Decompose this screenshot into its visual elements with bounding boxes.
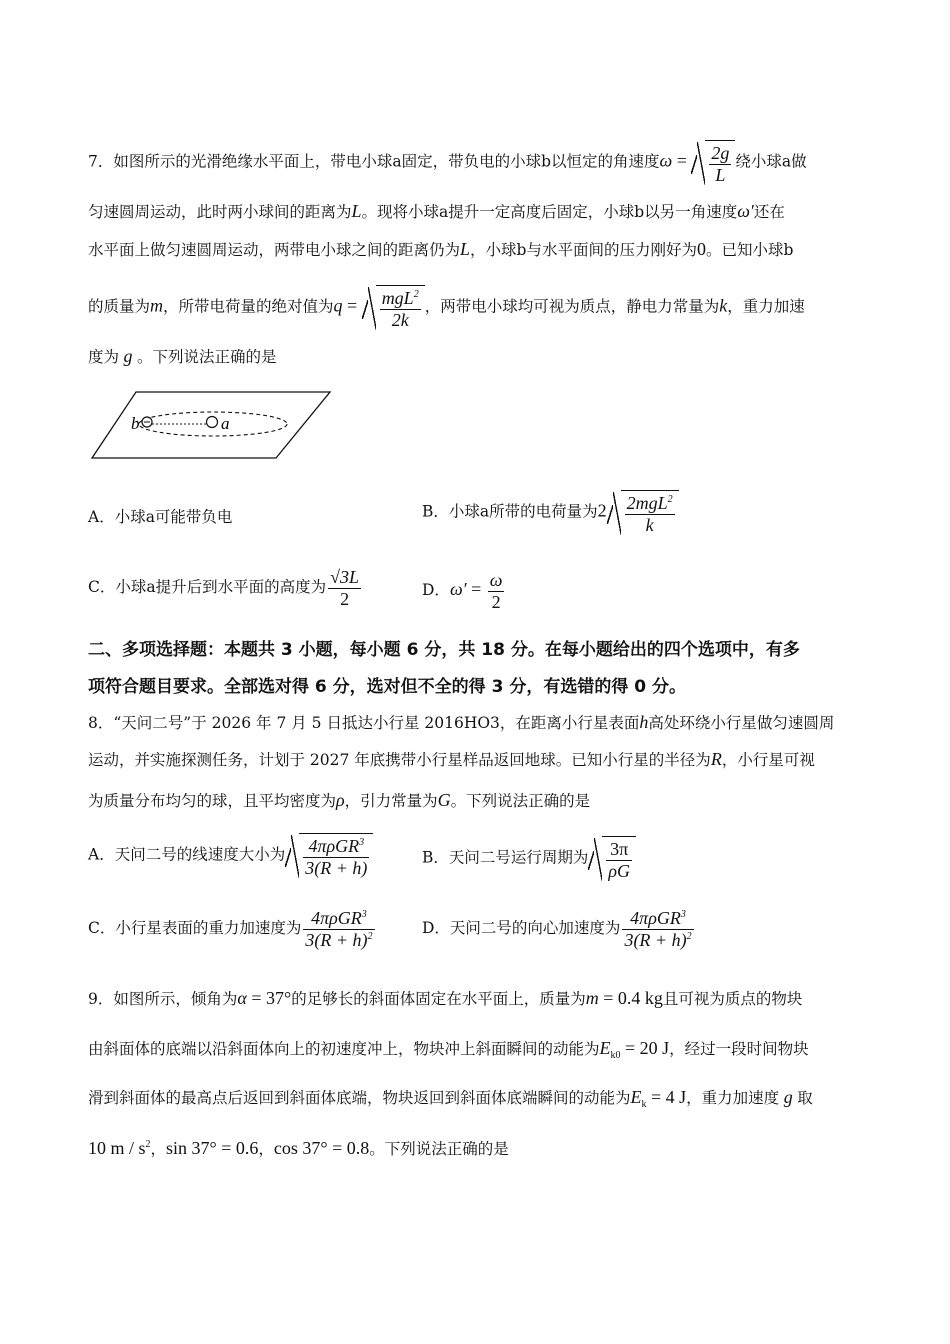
q8-line3: 为质量分布均匀的球，且平均密度为ρ，引力常量为G。下列说法正确的是: [88, 790, 591, 810]
q7-line1: 7．如图所示的光滑绝缘水平面上，带电小球a固定，带负电的小球b以恒定的角速度ω = $\frac{2g}{L}$ 绕小球a做: [88, 140, 807, 185]
q7-line5: 度为 g 。下列说法正确的是: [88, 346, 277, 366]
section2-heading-line2: 项符合题目要求。全部选对得 6 分，选对但不全的得 3 分，有选错的得 0 分。: [88, 677, 686, 697]
q8-line1: 8．“天问二号”于 2026 年 7 月 5 日抵达小行星 2016HO3，在距离小行星表面h高处环绕小行星做匀速圆周: [88, 712, 835, 732]
label-b: b: [131, 414, 140, 433]
q9-line4: 10 m / $s^2$，sin 37° = 0.6，cos 37° = 0.8。下列说法正确的是: [88, 1138, 509, 1158]
q7-option-d: D．ω′ = $\frac{\omega}{2}$: [422, 570, 503, 612]
q8-option-b: B．天问二号运行周期为 $\frac{3\pi}{\rho G}$: [422, 836, 636, 881]
q9-line1: 9．如图所示，倾角为α = 37°的足够长的斜面体固定在水平面上，质量为m = 0.4 kg且可视为质点的物块: [88, 988, 803, 1008]
q7-option-b: B．小球a所带的电荷量为2 $\frac{2mgL^2}{k}$: [422, 490, 679, 535]
q8-line2: 运动，并实施探测任务，计划于 2027 年底携带小行星样品返回地球。已知小行星的半径为R，小行星可视: [88, 749, 815, 769]
q7-line2: 匀速圆周运动，此时两小球间的距离为L。现将小球a提升一定高度后固定，小球b以另一角速度ω′还在: [88, 201, 785, 221]
q9-line3: 滑到斜面体的最高点后返回到斜面体底端，物块返回到斜面体底端瞬间的动能为$E_k = 4$ J，重力加速度 g 取: [88, 1087, 813, 1111]
q7-text: 7．如图所示的光滑绝缘水平面上，带电小球a固定，带负电的小球b以恒定的角速度: [88, 152, 660, 171]
q8-option-c: C．小行星表面的重力加速度为 $\frac{4\pi\rho GR^3}{3(R + h)^2}$: [88, 908, 373, 950]
q8-option-d: D．天问二号的向心加速度为 $\frac{4\pi\rho GR^3}{3(R + h)^2}$: [422, 908, 692, 950]
q7-line4: 的质量为m，所带电荷量的绝对值为q = $\frac{mgL^2}{2k}$ ，两带电小球均可视为质点，静电力常量为k，重力加速: [88, 285, 805, 330]
q7-line3: 水平面上做匀速圆周运动，两带电小球之间的距离仍为L，小球b与水平面间的压力刚好为0。已知小球b: [88, 239, 794, 259]
section2-heading-line1: 二、多项选择题：本题共 3 小题，每小题 6 分，共 18 分。在每小题给出的四个选项中，有多: [88, 640, 800, 660]
formula-q: $\frac{mgL^2}{2k}$: [362, 285, 425, 330]
q9-line2: 由斜面体的底端以沿斜面体向上的初速度冲上，物块冲上斜面瞬间的动能为$E_{k0} = 20$ J，经过一段时间物块: [88, 1038, 809, 1062]
q7-option-a: A．小球a可能带负电: [88, 508, 233, 526]
formula-omega: $\frac{2g}{L}$: [691, 140, 735, 185]
label-a: a: [221, 414, 230, 433]
plane-figure: [90, 390, 335, 462]
q7-option-c: C．小球a提升后到水平面的高度为 $\frac{√3L}{2}$: [88, 567, 360, 609]
ball-a: [207, 417, 218, 428]
q8-option-a: A．天问二号的线速度大小为 $\frac{4\pi\rho GR^3}{3(R + h)}$: [88, 833, 373, 878]
